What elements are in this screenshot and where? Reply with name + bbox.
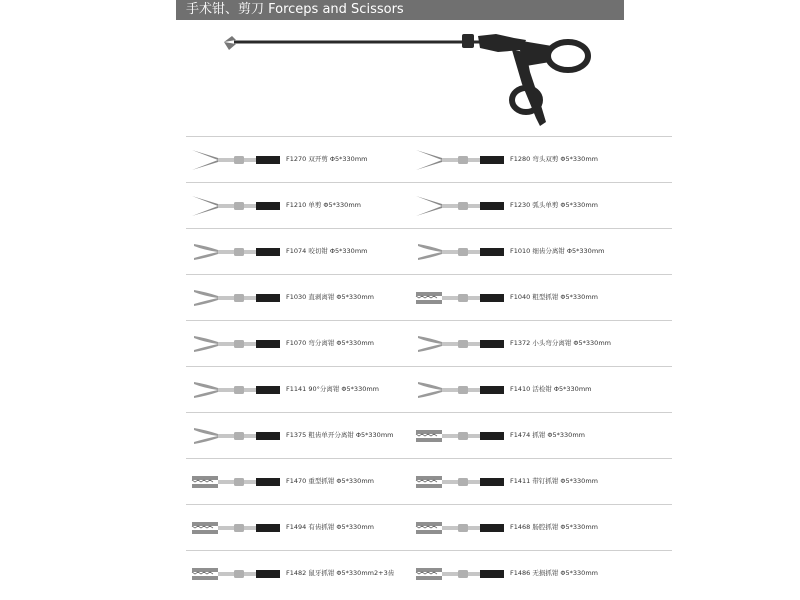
forceps-icon bbox=[414, 376, 506, 404]
product-label: F1141 90°分离钳 Φ5*330mm bbox=[286, 385, 380, 393]
left-product-column bbox=[186, 136, 448, 596]
product-label: F1494 有齿抓钳 Φ5*330mm bbox=[286, 523, 374, 531]
product-item bbox=[186, 228, 448, 274]
product-label: F1040 粗型抓钳 Φ5*330mm bbox=[510, 293, 598, 301]
product-item bbox=[410, 182, 672, 228]
product-item bbox=[186, 412, 448, 458]
product-item bbox=[186, 136, 448, 182]
page-title: 手术钳、剪刀 Forceps and Scissors bbox=[186, 2, 404, 17]
product-label: F1270 双开剪 Φ5*330mm bbox=[286, 155, 368, 163]
scissors-icon bbox=[190, 146, 282, 174]
product-item bbox=[410, 550, 672, 596]
product-item bbox=[410, 320, 672, 366]
grasper-icon bbox=[414, 468, 506, 496]
grasper-icon bbox=[190, 468, 282, 496]
forceps-icon bbox=[190, 238, 282, 266]
grasper-icon bbox=[414, 284, 506, 312]
product-label: F1468 肠腔抓钳 Φ5*330mm bbox=[510, 523, 598, 531]
product-label: F1375 粗齿单开分离钳 Φ5*330mm bbox=[286, 431, 394, 439]
grasper-icon bbox=[414, 422, 506, 450]
forceps-hero-image bbox=[196, 22, 616, 134]
product-item bbox=[186, 320, 448, 366]
product-label: F1010 细齿分离钳 Φ5*330mm bbox=[510, 247, 605, 255]
grasper-icon bbox=[414, 560, 506, 588]
product-label: F1410 活检钳 Φ5*330mm bbox=[510, 385, 592, 393]
product-item bbox=[410, 274, 672, 320]
product-label: F1372 小头弯分离钳 Φ5*330mm bbox=[510, 339, 611, 347]
product-item bbox=[410, 412, 672, 458]
product-item bbox=[186, 182, 448, 228]
product-label: F1210 单剪 Φ5*330mm bbox=[286, 201, 361, 209]
grasper-icon bbox=[190, 514, 282, 542]
product-label: F1074 咬切钳 Φ5*330mm bbox=[286, 247, 368, 255]
forceps-icon bbox=[190, 330, 282, 358]
product-label: F1411 带钉抓钳 Φ5*330mm bbox=[510, 477, 598, 485]
product-item bbox=[186, 274, 448, 320]
product-label: F1482 鼠牙抓钳 Φ5*330mm2+3齿 bbox=[286, 569, 395, 577]
product-item bbox=[186, 550, 448, 596]
forceps-icon bbox=[414, 238, 506, 266]
product-item bbox=[410, 504, 672, 550]
product-item bbox=[410, 228, 672, 274]
scissors-icon bbox=[414, 192, 506, 220]
product-item bbox=[186, 504, 448, 550]
scissors-icon bbox=[414, 146, 506, 174]
product-item bbox=[186, 366, 448, 412]
product-label: F1230 弧头单剪 Φ5*330mm bbox=[510, 201, 598, 209]
product-item bbox=[186, 458, 448, 504]
scissors-icon bbox=[190, 192, 282, 220]
product-item bbox=[410, 136, 672, 182]
grasper-icon bbox=[190, 560, 282, 588]
forceps-icon bbox=[414, 330, 506, 358]
product-label: F1470 重型抓钳 Φ5*330mm bbox=[286, 477, 374, 485]
product-label: F1030 直剥离钳 Φ5*330mm bbox=[286, 293, 374, 301]
forceps-icon bbox=[190, 284, 282, 312]
product-item bbox=[410, 458, 672, 504]
product-label: F1486 无损抓钳 Φ5*330mm bbox=[510, 569, 598, 577]
product-item bbox=[410, 366, 672, 412]
product-label: F1474 抓钳 Φ5*330mm bbox=[510, 431, 585, 439]
grasper-icon bbox=[414, 514, 506, 542]
product-label: F1280 弯头双剪 Φ5*330mm bbox=[510, 155, 598, 163]
right-product-column bbox=[410, 136, 672, 596]
forceps-icon bbox=[190, 376, 282, 404]
product-label: F1070 弯分离钳 Φ5*330mm bbox=[286, 339, 374, 347]
forceps-icon bbox=[190, 422, 282, 450]
page-header bbox=[176, 0, 624, 20]
